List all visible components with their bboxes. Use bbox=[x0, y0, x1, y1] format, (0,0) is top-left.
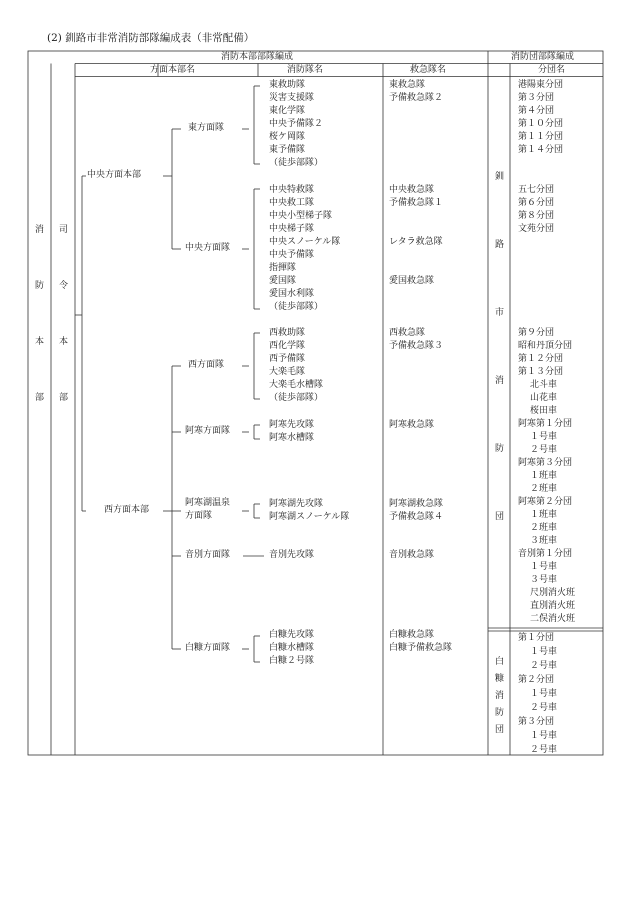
list-item: 直別消火班 bbox=[530, 601, 576, 611]
header-honbu-group: 消防本部部隊編成 bbox=[221, 52, 294, 62]
list-item: 予備救急隊１ bbox=[389, 198, 444, 208]
houmen-tai-higashi: 東方面隊 bbox=[188, 123, 225, 133]
list-item: 白糠先攻隊 bbox=[269, 630, 315, 640]
list-item: 西化学隊 bbox=[269, 341, 306, 351]
list-item: ２班車 bbox=[530, 523, 558, 533]
list-item: 第８分団 bbox=[518, 211, 555, 221]
header-kyukyu-tai: 救急隊名 bbox=[410, 65, 447, 75]
list-item: 災害支援隊 bbox=[269, 93, 315, 103]
list-item: 第４分団 bbox=[518, 106, 555, 116]
shoubou-list-akanko bbox=[269, 498, 349, 524]
shoubou-list-nishi bbox=[269, 327, 323, 405]
list-item: ３号車 bbox=[530, 575, 558, 585]
vertical-shirei-honbu: 司 令 本 部 bbox=[59, 225, 69, 403]
houmen-tai-shiranuka: 白糠方面隊 bbox=[185, 643, 231, 653]
vertical-shiranuka-dan: 白 糠 消 防 団 bbox=[495, 657, 505, 735]
list-item: 桜ケ岡隊 bbox=[269, 132, 306, 142]
list-item: 西救急隊 bbox=[389, 328, 426, 338]
list-item: 白糠救急隊 bbox=[389, 630, 435, 640]
kyukyu-onbetsu: 音別救急隊 bbox=[389, 550, 435, 560]
kyukyu-akan: 阿寒救急隊 bbox=[389, 420, 435, 430]
list-item: 阿寒第１分団 bbox=[518, 419, 573, 429]
header-houmen-honbu: 方面本部名 bbox=[150, 65, 196, 75]
list-item: 中央スノーケル隊 bbox=[269, 237, 341, 247]
list-item: １号車 bbox=[530, 562, 558, 572]
list-item: １班車 bbox=[530, 510, 558, 520]
houmen-tai-akanko-1: 阿寒湖温泉 bbox=[185, 498, 231, 508]
list-item: 港陽東分団 bbox=[518, 80, 564, 90]
shoubou-list-shiranuka bbox=[269, 629, 314, 668]
houmen-honbu-nishi: 西方面本部 bbox=[104, 505, 150, 515]
page-title: (2) 釧路市非常消防部隊編成表（非常配備） bbox=[47, 32, 255, 44]
list-item: 白糠２号隊 bbox=[269, 656, 315, 666]
list-item: 中央予備隊２ bbox=[269, 119, 324, 129]
houmen-tai-chuo: 中央方面隊 bbox=[185, 243, 231, 253]
header-bundan: 分団名 bbox=[538, 65, 566, 75]
list-item: 尺別消火班 bbox=[530, 588, 576, 598]
list-item: 第６分団 bbox=[518, 198, 555, 208]
list-item: ３班車 bbox=[530, 536, 558, 546]
kyukyu-aikoku: 愛国救急隊 bbox=[389, 276, 435, 286]
vertical-shoubou-honbu: 消 防 本 部 bbox=[35, 225, 45, 403]
list-item: ２号車 bbox=[530, 445, 558, 455]
header-dan-group: 消防団部隊編成 bbox=[511, 52, 575, 62]
bundan-list-4 bbox=[518, 631, 557, 757]
list-item: 阿寒湖救急隊 bbox=[389, 499, 444, 509]
list-item: 東救助隊 bbox=[269, 80, 306, 90]
list-item: １班車 bbox=[530, 471, 558, 481]
list-item: 東救急隊 bbox=[389, 80, 426, 90]
kyukyu-list-higashi bbox=[389, 79, 443, 105]
list-item: 阿寒水槽隊 bbox=[269, 433, 315, 443]
list-item: 大楽毛隊 bbox=[269, 367, 306, 377]
list-item: 第９分団 bbox=[518, 328, 555, 338]
kyukyu-list-chuo bbox=[389, 184, 443, 210]
list-item: 中央梯子隊 bbox=[269, 224, 315, 234]
list-item: 中央小型梯子隊 bbox=[269, 211, 333, 221]
list-item: ２号車 bbox=[530, 703, 558, 713]
list-item: 西救助隊 bbox=[269, 328, 306, 338]
list-item: １号車 bbox=[530, 689, 558, 699]
list-item: 第１３分団 bbox=[518, 367, 564, 377]
list-item: 桜田車 bbox=[530, 406, 558, 416]
list-item: 第１４分団 bbox=[518, 145, 564, 155]
houmen-tai-onbetsu: 音別方面隊 bbox=[185, 550, 231, 560]
list-item: ２号車 bbox=[530, 745, 558, 755]
list-item: 予備救急隊４ bbox=[389, 512, 444, 522]
list-item: 第１０分団 bbox=[518, 119, 564, 129]
kyukyu-retara: レタラ救急隊 bbox=[389, 237, 443, 247]
kyukyu-list-shiranuka bbox=[389, 629, 452, 655]
list-item: 中央救急隊 bbox=[389, 185, 435, 195]
list-item: 第１２分団 bbox=[518, 354, 564, 364]
kyukyu-list-akanko bbox=[389, 498, 443, 524]
bundan-list-2 bbox=[518, 184, 554, 236]
list-item: 東予備隊 bbox=[269, 145, 306, 155]
list-item: １号車 bbox=[530, 432, 558, 442]
list-item: （徒歩部隊） bbox=[269, 393, 324, 403]
list-item: 中央予備隊 bbox=[269, 250, 315, 260]
houmen-tai-akanko-2: 方面隊 bbox=[185, 511, 213, 521]
list-item: 音別第１分団 bbox=[518, 549, 573, 559]
vertical-kushiro-dan: 釧 路 市 消 防 団 bbox=[495, 172, 505, 522]
list-item: 第１分団 bbox=[518, 633, 555, 643]
list-item: 北斗車 bbox=[530, 380, 558, 390]
list-item: 五七分団 bbox=[518, 185, 555, 195]
kyukyu-list-nishi bbox=[389, 327, 443, 353]
shoubou-list-akan bbox=[269, 419, 314, 445]
list-item: 阿寒湖先攻隊 bbox=[269, 499, 324, 509]
list-item: 阿寒第３分団 bbox=[518, 458, 573, 468]
list-item: 白糠水槽隊 bbox=[269, 643, 315, 653]
list-item: 愛国水利隊 bbox=[269, 289, 315, 299]
list-item: 文苑分団 bbox=[518, 224, 555, 234]
shoubou-list-onbetsu bbox=[269, 549, 314, 562]
bundan-list-3 bbox=[518, 327, 575, 626]
list-item: 予備救急隊３ bbox=[389, 341, 444, 351]
list-item: 中央特救隊 bbox=[269, 185, 315, 195]
houmen-honbu-chuo: 中央方面本部 bbox=[87, 170, 142, 180]
list-item: （徒歩部隊） bbox=[269, 302, 324, 312]
list-item: 西予備隊 bbox=[269, 354, 306, 364]
list-item: 白糠予備救急隊 bbox=[389, 643, 453, 653]
list-item: 阿寒先攻隊 bbox=[269, 420, 315, 430]
houmen-tai-nishi: 西方面隊 bbox=[188, 360, 225, 370]
shoubou-list-higashi bbox=[269, 79, 323, 170]
list-item: 山花車 bbox=[530, 393, 558, 403]
list-item: 第２分団 bbox=[518, 675, 555, 685]
list-item: 愛国隊 bbox=[269, 276, 297, 286]
list-item: 東化学隊 bbox=[269, 106, 306, 116]
list-item: 音別先攻隊 bbox=[269, 550, 315, 560]
list-item: ２班車 bbox=[530, 484, 558, 494]
list-item: 第３分団 bbox=[518, 93, 555, 103]
list-item: 第１１分団 bbox=[518, 132, 564, 142]
list-item: （徒歩部隊） bbox=[269, 158, 324, 168]
list-item: １号車 bbox=[530, 647, 558, 657]
list-item: 阿寒第２分団 bbox=[518, 497, 573, 507]
list-item: 予備救急隊２ bbox=[389, 93, 444, 103]
list-item: 第３分団 bbox=[518, 717, 555, 727]
list-item: 指揮隊 bbox=[269, 263, 297, 273]
bundan-list-1 bbox=[518, 79, 563, 157]
list-item: 二俣消火班 bbox=[530, 614, 576, 624]
list-item: 阿寒湖スノーケル隊 bbox=[269, 512, 350, 522]
header-shoubou-tai: 消防隊名 bbox=[287, 65, 324, 75]
list-item: 昭和丹頂分団 bbox=[518, 341, 573, 351]
list-item: 中央救工隊 bbox=[269, 198, 315, 208]
shoubou-list-chuo bbox=[269, 184, 340, 314]
list-item: １号車 bbox=[530, 731, 558, 741]
houmen-tai-akan: 阿寒方面隊 bbox=[185, 426, 231, 436]
list-item: ２号車 bbox=[530, 661, 558, 671]
list-item: 大楽毛水槽隊 bbox=[269, 380, 324, 390]
